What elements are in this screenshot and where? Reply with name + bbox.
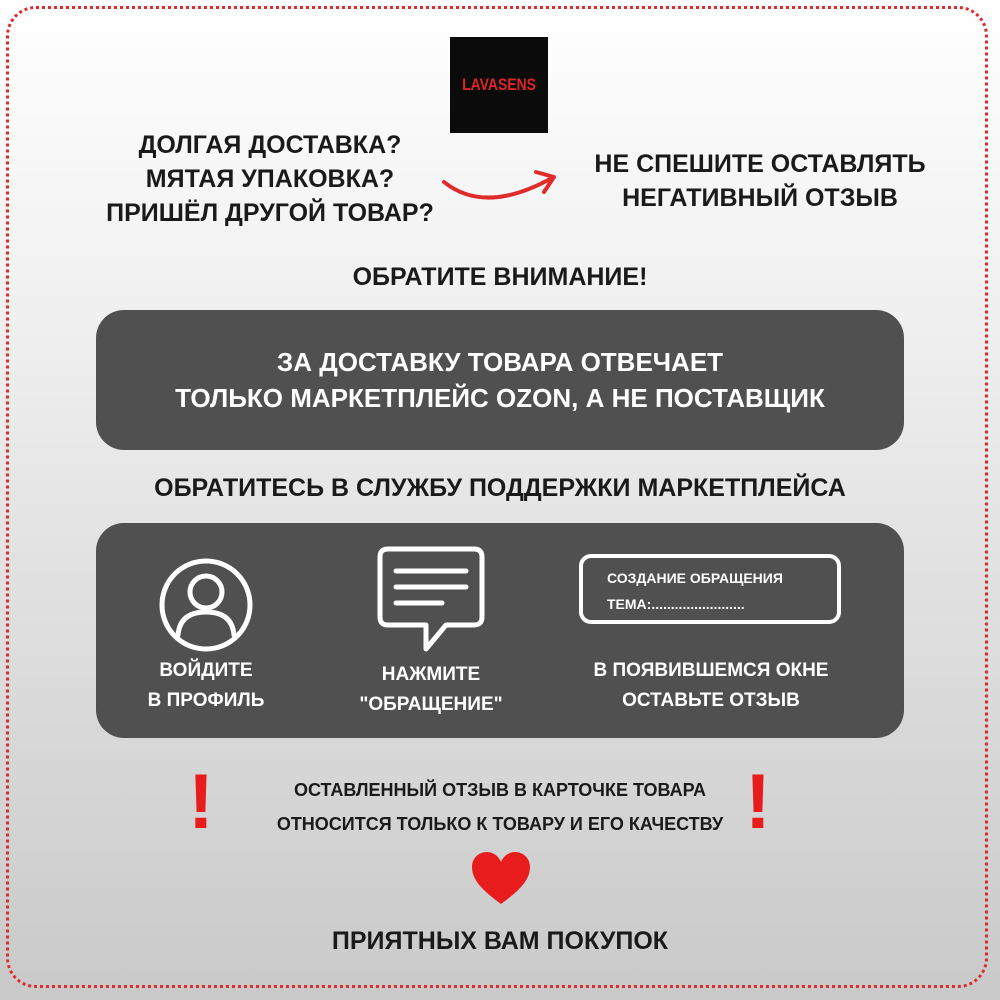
brand-logo [450, 37, 548, 133]
form-topic: ТЕМА:........................ [607, 596, 745, 612]
question-line: МЯТАЯ УПАКОВКА? [145, 165, 395, 193]
question-line: ПРИШЁЛ ДРУГОЙ ТОВАР? [106, 199, 434, 227]
step-label-line: В ПРОФИЛЬ [147, 690, 265, 711]
note-line: ОСТАВЛЕННЫЙ ОТЗЫВ В КАРТОЧКЕ ТОВАРА [293, 780, 707, 800]
warning-note [0, 773, 1000, 841]
attention-heading: ОБРАТИТЕ ВНИМАНИЕ! [352, 263, 648, 291]
chat-message-icon [374, 545, 488, 655]
support-heading: ОБРАТИТЕСЬ В СЛУЖБУ ПОДДЕРЖКИ МАРКЕТПЛЕЙСА [154, 474, 846, 502]
form-title: СОЗДАНИЕ ОБРАЩЕНИЯ [607, 570, 783, 586]
answer-line: НЕ СПЕШИТЕ ОСТАВЛЯТЬ [594, 150, 926, 178]
brand-logo-text: LAVASENS [462, 75, 536, 94]
exclamation-icon-left: ! [188, 757, 214, 845]
exclamation-icon-right: ! [745, 757, 771, 845]
note-line: ОТНОСИТСЯ ТОЛЬКО К ТОВАРУ И ЕГО КАЧЕСТВУ [276, 814, 724, 834]
steps-panel [96, 523, 904, 738]
step-label-line: НАЖМИТЕ [381, 664, 481, 685]
step-label-line: ВОЙДИТЕ [159, 660, 253, 681]
form-window-icon [579, 554, 841, 624]
step-label-request [331, 660, 531, 720]
intro-answer [560, 147, 960, 215]
heart-icon [470, 850, 532, 906]
user-profile-icon [156, 555, 256, 655]
step-label-line: "ОБРАЩЕНИЕ" [359, 694, 503, 715]
curved-arrow-icon [440, 160, 565, 215]
answer-line: НЕГАТИВНЫЙ ОТЗЫВ [622, 184, 898, 212]
thanks-footer: ПРИЯТНЫХ ВАМ ПОКУПОК [331, 927, 669, 955]
step-label-line: ОСТАВЬТЕ ОТЗЫВ [622, 690, 800, 711]
delivery-line: ЗА ДОСТАВКУ ТОВАРА ОТВЕЧАЕТ [276, 347, 724, 377]
intro-questions [70, 128, 470, 230]
delivery-line: ТОЛЬКО МАРКЕТПЛЕЙС OZON, А НЕ ПОСТАВЩИК [175, 383, 825, 413]
question-line: ДОЛГАЯ ДОСТАВКА? [138, 131, 402, 159]
delivery-panel [96, 310, 904, 450]
step-label-profile [116, 656, 296, 716]
step-label-review [566, 656, 856, 716]
step-label-line: В ПОЯВИВШЕМСЯ ОКНЕ [593, 660, 829, 681]
